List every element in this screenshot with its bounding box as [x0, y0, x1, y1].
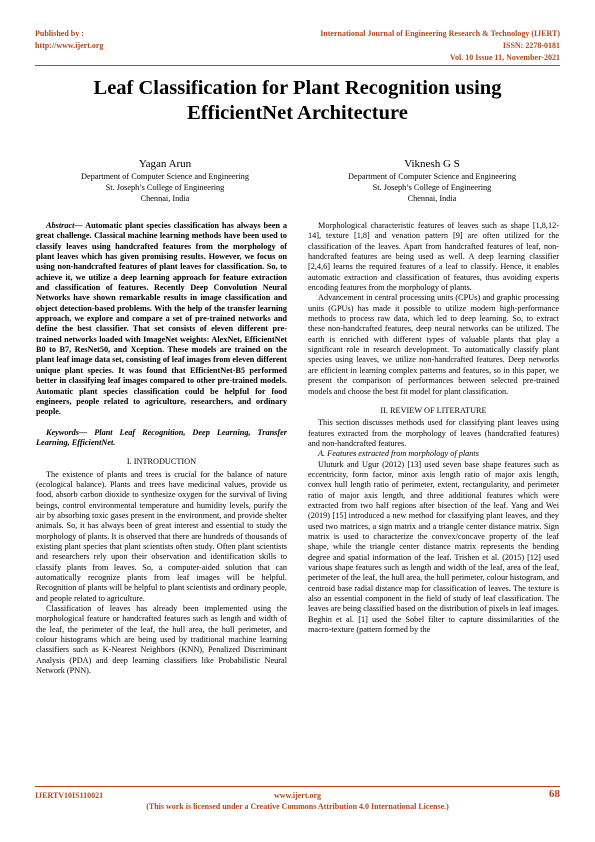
left-column	[36, 221, 287, 676]
section-heading-introduction: I. INTRODUCTION	[126, 457, 197, 467]
journal-url-link[interactable]: http://www.ijert.org	[35, 41, 104, 50]
author-city: Chennai, India	[140, 194, 190, 203]
issn-label: ISSN: 2278-0181	[502, 41, 560, 50]
journal-name: International Journal of Engineering Research & Technology (IJERT)	[320, 29, 560, 38]
volume-label: Vol. 10 Issue 11, November-2021	[449, 53, 560, 62]
footer-center	[0, 790, 595, 812]
paragraph: Classification of leaves has already been implemented using the morphological feature or handcrafted features such as length and width of the leaf, the perimeter of the leaf, the hull area, the hull perimeter, and colour histograms which are being used by traditional machine learning classifiers such as K-Nearest Neighbors (KNN), Penalized Discriminant Analysis (PDA) and deep learning classifiers like Probabilistic Neural Network (PNN).	[36, 604, 287, 676]
header-left	[35, 28, 103, 52]
author-department: Department of Computer Science and Engineering	[348, 172, 516, 181]
published-by-label: Published by :	[35, 29, 84, 38]
author-block-1	[40, 157, 290, 204]
author-name: Viknesh G S	[404, 158, 460, 170]
keywords: Keywords— Plant Leaf Recognition, Deep Learning, Transfer Learning, EfficientNet.	[36, 427, 287, 447]
header-right	[320, 28, 560, 64]
author-college: St. Joseph’s College of Engineering	[372, 183, 492, 192]
paper-id: IJERTV10IS110021	[35, 791, 104, 800]
section-heading-review: II. REVIEW OF LITERATURE	[380, 405, 487, 415]
abstract-lead: Abstract—	[46, 221, 83, 230]
author-block-2	[307, 157, 557, 204]
paragraph: The existence of plants and trees is crucial for the balance of nature (ecological balance). Plants and trees have medicinal values, provide us food, absorb carbon dioxide to synthesize oxygen for the survival of living beings, control environmental temperature and humidity levels, purify the air by absorbing toxic gases present in the environment, and provide shelter animals. So, it has always been of great interest and essential to study the morphology of plants. It is observed that there are hundreds of thousands of existing plant species that plant scientists often study. Often plant scientists and researchers rely upon their observation and identification skills to classify plants from leaves. So, a computer-aided solution that can automatically recognize plants from leaf images will be helpful. Recognition of plants will be helpful to plant scientists and ordinary people, and people related to agriculture.	[36, 469, 287, 603]
author-city: Chennai, India	[407, 194, 457, 203]
license-note: (This work is licensed under a Creative Commons Attribution 4.0 International License.)	[146, 802, 449, 811]
author-name: Yagan Arun	[138, 158, 192, 170]
header-divider	[35, 65, 560, 66]
paragraph: Advancement in central processing units (CPUs) and graphic processing units (GPUs) has made it possible to utilize modern high-performance methods to process raw data, which led to deep learning. So, to extract these non-handcrafted features, deep neural networks can be utilized. The earth is enriched with different types of valuable plants that play a significant role in research development. To automatically classify plant species using leaves, we utilize non-handcrafted features. Deep networks are efficient in learning complex patterns and features, so in this paper, we present the comparison of performances between selected pre-trained models and choose the best fit model for plant classification.	[308, 293, 559, 396]
paragraph: Morphological characteristic features of leaves such as shape [1,8,12-14], texture [1,8] and venation pattern [9] are often utilized for the classification of the leaves. Apart from handcrafted features of leaf, non-handcrafted features are being used as well. A deep learning classifier [2,4,6] learns the required features of a leaf to classify. Hence, it enables automatic extraction and classification of features, thus avoiding experts encoding features from the morphology of plants.	[308, 221, 559, 293]
footer-url-link[interactable]: www.ijert.org	[273, 791, 322, 800]
abstract-text: Automatic plant species classification has always been a great challenge. Classical machine learning methods have been used to classify leaves using handcrafted features from the morphology of plant leaves which has given promising results. However, we focus on using non-handcrafted features of plant leaves for classification. So, to achieve it, we utilize a deep learning approach for feature extraction and classification of features. Recently Deep Convolution Neural Networks have shown remarkable results in image classification and object detection-based problems. With the help of the transfer learning approach, we explore and compare a set of pre-trained networks and define the best classifier. That set consists of eleven different pre-trained networks loaded with ImageNet weights: AlexNet, EfficientNet B0 to B7, ResNet50, and Xception. These models are trained on the plant leaf image data set, consisting of leaf images from eleven different unique plant species. It was found that EfficientNet-B5 performed better in classifying leaf images compared to other pre-trained models. Automatic plant species classification could be helpful for food engineers, people related to agriculture, researchers, and ordinary people.	[36, 221, 287, 417]
paragraph: This section discusses methods used for classifying plant leaves using features extracted from the morphology of leaves (handcrafted features) and non-handcrafted features.	[308, 418, 559, 448]
right-column	[308, 221, 559, 635]
paper-title: Leaf Classification for Plant Recognition using EfficientNet Architecture	[93, 77, 502, 124]
page-number: 68	[549, 788, 560, 800]
author-college: St. Joseph’s College of Engineering	[105, 183, 225, 192]
footer-divider	[35, 786, 560, 787]
paragraph: Uluturk and Ugur (2012) [13] used seven base shape features such as eccentricity, form factor, minor axis length ratio of major axis length, convex hull length ratio of perimeter, extent, rectangularity, and perimeter ratio of major axis length, and three additional features which were extracted from two half regions after bisection of the leaf. Yang and Wei (2019) [15] introduced a new method for classifying plant leaves, and they used two matrices, a sign matrix and a triangle center distance matrix. Sign matrix is used to characterize the convex/concave property of the leaf shape, while the triangle center distance matrix represents the bending degree and spatial information of the leaf. Trishen et al. (2015) [12] used various shape features such as length and width of the leaf, area of the leaf, perimeter of the leaf, the hull area, the hull perimeter, colour histogram, and centroid base radial distance map for classification of leaves. The texture is also an essential component in the field of study of leaf classification. The leaves are being classified based on the distribution of pixels in leaf images. Beghin et al. [1] used the Sobel filter to capture dissimilarities of the macro-texture (pattern formed by the	[308, 459, 559, 635]
abstract	[36, 221, 287, 418]
subsection-heading: A. Features extracted from morphology of plants	[318, 449, 479, 459]
author-department: Department of Computer Science and Engineering	[81, 172, 249, 181]
